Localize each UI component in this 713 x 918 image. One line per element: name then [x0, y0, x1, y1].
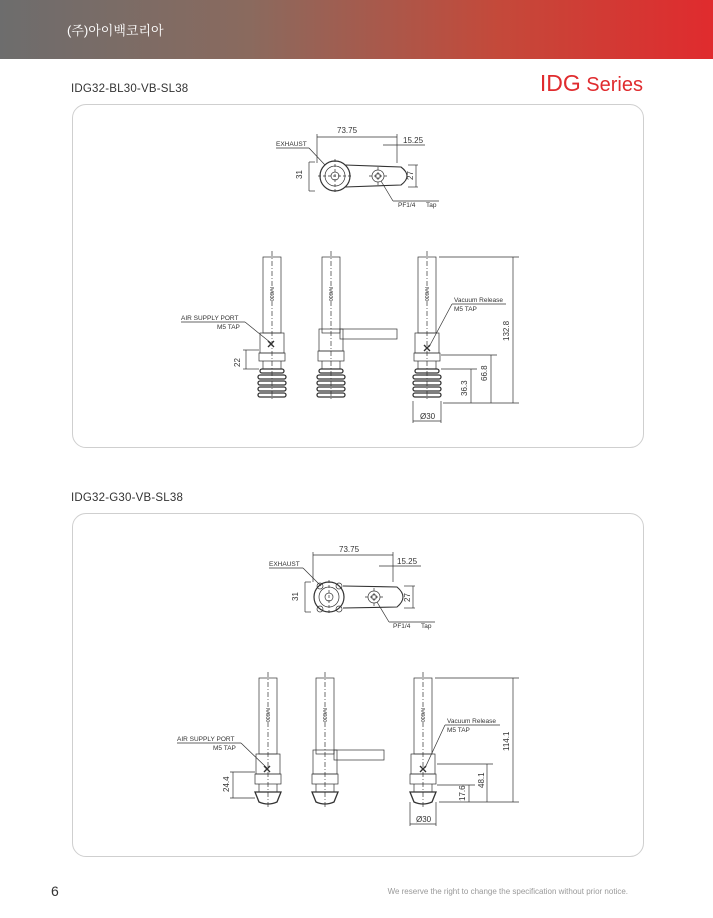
drawing-panel-2: [72, 513, 644, 857]
page-header-band: [0, 0, 713, 59]
dim-height-left: 31: [295, 170, 304, 179]
dim-width-total: 73.75: [339, 545, 360, 554]
dim-bottom: 22: [233, 358, 242, 367]
dim-mid: 48.1: [477, 772, 486, 788]
model-name-2: IDG32-G30-VB-SL38: [71, 492, 184, 504]
footer-note: We reserve the right to change the specification without prior notice.: [387, 887, 628, 896]
dim-width-part: 15.25: [397, 557, 418, 566]
side-view-middle-1: [317, 251, 397, 400]
label-vacuum-release: Vacuum Release: [454, 297, 504, 304]
series-title-main: IDG: [539, 70, 581, 96]
label-air-supply: AIR SUPPLY PORT: [181, 315, 239, 322]
label-exhaust: EXHAUST: [269, 561, 300, 568]
dim-diameter: Ø30: [416, 815, 432, 824]
technical-drawing-2: [73, 514, 643, 856]
label-tap-suffix: Tap: [426, 202, 437, 209]
label-vacuum-release: Vacuum Release: [447, 718, 497, 725]
body-mark: IVG30: [321, 708, 327, 723]
page-number: 6: [51, 883, 59, 899]
side-view-left-1: [181, 251, 286, 400]
body-mark: IVG30: [268, 287, 274, 302]
dim-low: 17.6: [458, 785, 467, 801]
dim-width-part: 15.25: [403, 136, 424, 145]
top-view-1: [276, 126, 439, 209]
side-view-left-2: [177, 672, 281, 808]
label-exhaust: EXHAUST: [276, 141, 307, 148]
series-title-sub: Series: [586, 74, 643, 96]
dim-total: 114.1: [502, 731, 511, 751]
dim-height-right: 27: [403, 593, 412, 602]
dim-total: 132.8: [502, 320, 511, 341]
label-air-supply-tap: M5 TAP: [217, 324, 240, 331]
drawing-panel-1: [72, 104, 644, 448]
dim-bottom: 24.4: [222, 776, 231, 792]
label-air-supply-tap: M5 TAP: [213, 745, 236, 752]
side-view-middle-2: [312, 672, 384, 808]
body-mark: IVG30: [264, 708, 270, 723]
company-name: (주)아이백코리아: [67, 23, 164, 38]
model-name-1: IDG32-BL30-VB-SL38: [71, 83, 189, 95]
side-view-right-1: [413, 251, 519, 423]
dim-height-left: 31: [291, 592, 300, 601]
label-air-supply: AIR SUPPLY PORT: [177, 736, 235, 743]
label-tap-suffix: Tap: [421, 623, 432, 630]
body-mark: IVG30: [419, 708, 425, 723]
series-title: [540, 70, 643, 97]
side-view-right-2: [410, 672, 519, 826]
body-mark: IVG30: [327, 287, 333, 302]
label-vacuum-tap: M5 TAP: [447, 727, 470, 734]
label-tap: PF1/4: [398, 202, 416, 209]
top-view-2: [269, 545, 435, 630]
dim-height-right: 27: [406, 171, 415, 180]
dim-low: 36.3: [460, 380, 469, 396]
technical-drawing-1: [73, 105, 643, 447]
dim-width-total: 73.75: [337, 126, 358, 135]
dim-diameter: Ø30: [420, 412, 436, 421]
label-vacuum-tap: M5 TAP: [454, 306, 477, 313]
body-mark: IVG30: [423, 287, 429, 302]
label-tap: PF1/4: [393, 623, 411, 630]
dim-mid: 66.8: [480, 365, 489, 381]
